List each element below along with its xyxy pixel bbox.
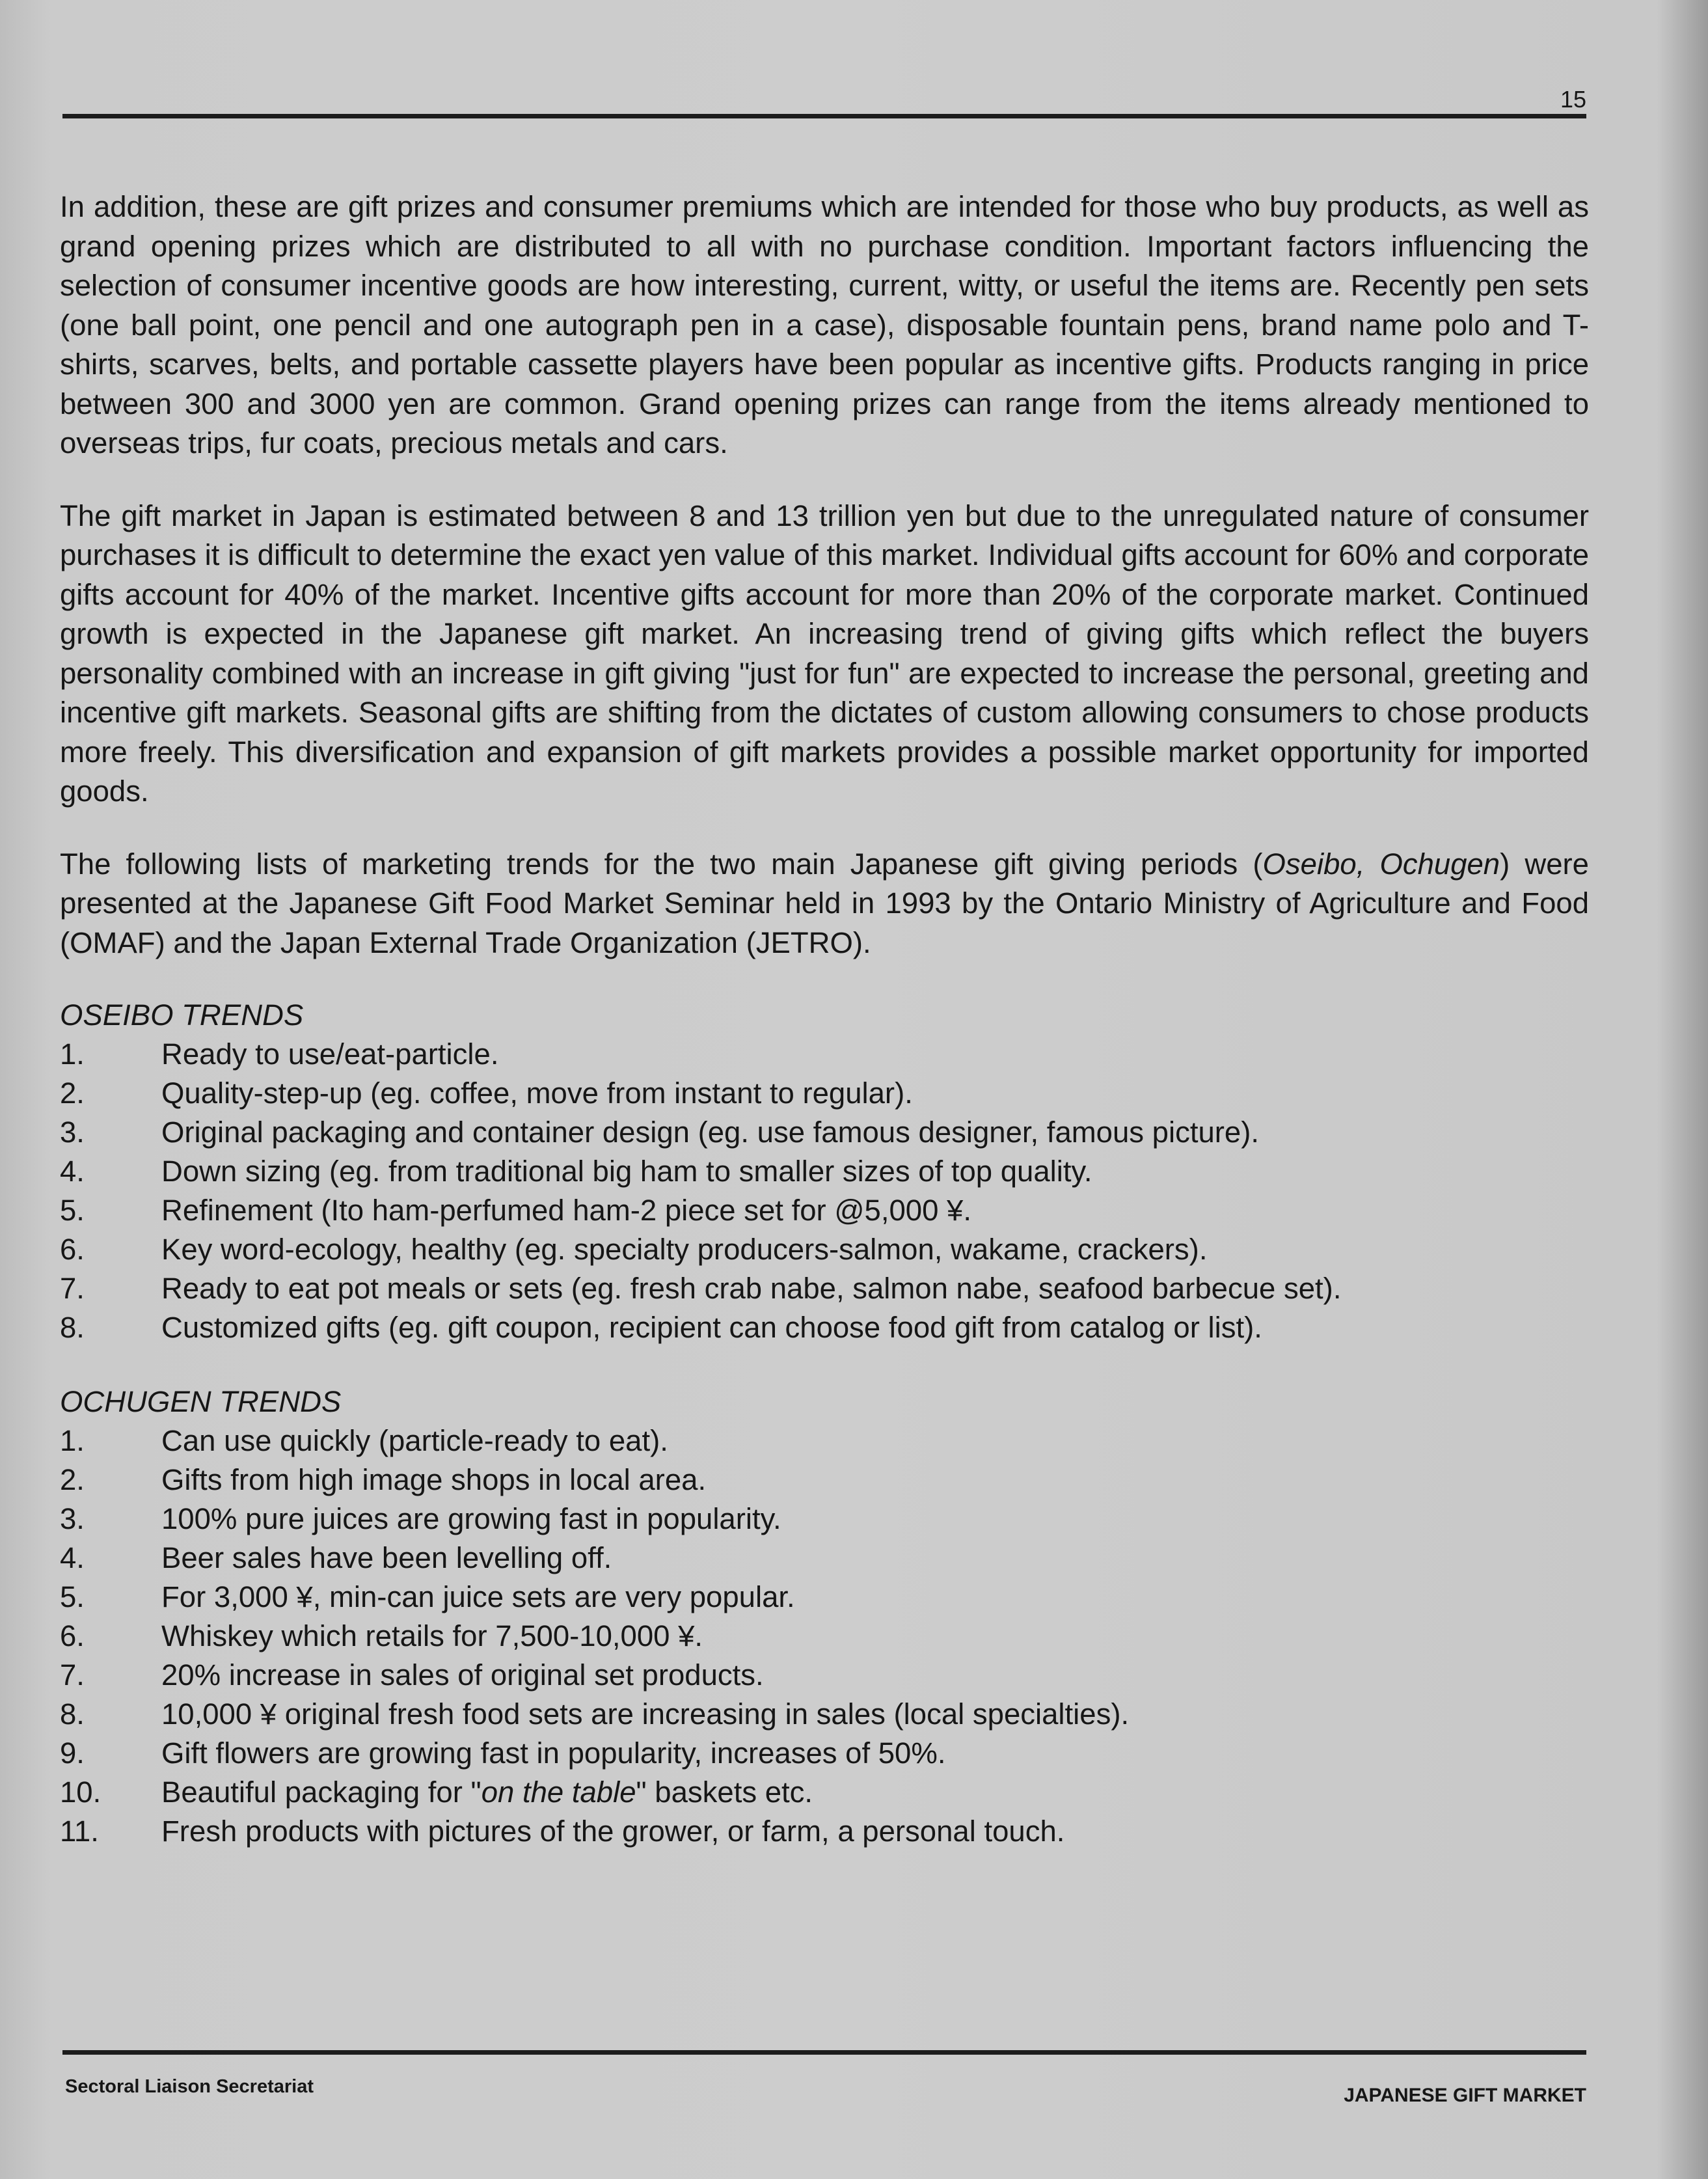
list-item — [60, 1074, 1589, 1113]
page-number: 15 — [1560, 86, 1586, 113]
list-item — [60, 1617, 1589, 1656]
list-item-text: Key word-ecology, healthy (eg. specialty producers-salmon, wakame, crackers). — [161, 1233, 1208, 1266]
footer-organization: Sectoral Liaison Secretariat — [65, 2076, 314, 2097]
list-item-number: 1. — [60, 1037, 85, 1071]
list-item — [60, 1308, 1589, 1347]
list-item — [60, 1539, 1589, 1578]
intro-text-italic: Oseibo, Ochugen — [1262, 847, 1500, 881]
list-item-text-italic: on the table — [481, 1775, 636, 1809]
footer-document-title: JAPANESE GIFT MARKET — [1344, 2085, 1586, 2106]
page-content — [60, 187, 1589, 1886]
list-item-text: Gift flowers are growing fast in popularity, increases of 50%. — [161, 1736, 946, 1770]
list-item-number: 3. — [60, 1116, 85, 1149]
list-item — [60, 1152, 1589, 1191]
list-item — [60, 1230, 1589, 1269]
list-item — [60, 1500, 1589, 1539]
paragraph-marketing-trends-intro — [60, 845, 1589, 963]
list-item-number: 3. — [60, 1502, 85, 1535]
list-item — [60, 1734, 1589, 1773]
list-item-text: Can use quickly (particle-ready to eat). — [161, 1424, 668, 1457]
list-item-number: 8. — [60, 1697, 85, 1731]
list-item-text: Ready to use/eat-particle. — [161, 1037, 499, 1071]
list-item-number: 10. — [60, 1775, 102, 1809]
list-item — [60, 1035, 1589, 1074]
list-item-text: 100% pure juices are growing fast in popularity. — [161, 1502, 781, 1535]
list-item-text: Beer sales have been levelling off. — [161, 1541, 612, 1574]
list-item-text: 10,000 ¥ original fresh food sets are increasing in sales (local specialties). — [161, 1697, 1130, 1731]
paragraph-gift-market: The gift market in Japan is estimated between 8 and 13 trillion yen but due to the unregulated nature of consumer purchases it is difficult to determine the exact yen value of this market. Individual gifts account for 60% and corporate gifts account for 40% of the market. Incentive gifts account for more than 20% of the corporate market. Continued growth is expected in the Japanese gift market. An increasing trend of giving gifts which reflect the buyers personality combined with an increase in gift giving "just for fun" are expected to increase the personal, greeting and incentive gift markets. Seasonal gifts are shifting from the dictates of custom allowing consumers to chose products more freely. This diversification and expansion of gift markets provides a possible market opportunity for imported goods. — [60, 499, 1589, 808]
list-item-number: 2. — [60, 1463, 85, 1496]
header-rule — [62, 114, 1586, 118]
list-item-number: 9. — [60, 1736, 85, 1770]
list-item — [60, 1113, 1589, 1152]
intro-text-before: The following lists of marketing trends for the two main Japanese gift giving periods ( — [60, 847, 1263, 881]
list-item-text: 20% increase in sales of original set products. — [161, 1658, 764, 1692]
list-item-number: 5. — [60, 1580, 85, 1613]
list-item-text: Refinement (Ito ham-perfumed ham-2 piece set for @5,000 ¥. — [161, 1194, 971, 1227]
list-item-number: 7. — [60, 1272, 85, 1305]
list-item-text: Customized gifts (eg. gift coupon, recipient can choose food gift from catalog or list). — [161, 1311, 1262, 1344]
list-item-text: Gifts from high image shops in local area. — [161, 1463, 707, 1496]
list-item-text: Quality-step-up (eg. coffee, move from instant to regular). — [161, 1076, 913, 1110]
list-item-number: 8. — [60, 1311, 85, 1344]
list-item-number: 5. — [60, 1194, 85, 1227]
list-item-text: Ready to eat pot meals or sets (eg. fresh crab nabe, salmon nabe, seafood barbecue set). — [161, 1272, 1342, 1305]
oseibo-heading: OSEIBO TRENDS — [60, 998, 304, 1032]
list-item-number: 4. — [60, 1541, 85, 1574]
list-item-text-before: Beautiful packaging for " — [161, 1775, 481, 1809]
list-item-text — [161, 1773, 813, 1812]
list-item-number: 6. — [60, 1619, 85, 1652]
list-item-text-after: " baskets etc. — [636, 1775, 813, 1809]
list-item — [60, 1421, 1589, 1460]
list-item — [60, 1812, 1589, 1851]
list-item-text: For 3,000 ¥, min-can juice sets are very popular. — [161, 1580, 795, 1613]
list-item-number: 1. — [60, 1424, 85, 1457]
intro-text-after: ) were presented at the Japanese Gift Food Market Seminar held in 1993 by the Ontario Ministry of Agriculture and Food (OMAF) and the Japan External Trade Organization (JETRO). — [60, 847, 1589, 959]
list-item-number: 4. — [60, 1155, 85, 1188]
footer-rule — [62, 2050, 1586, 2055]
list-item — [60, 1269, 1589, 1308]
list-item — [60, 1656, 1589, 1695]
list-item-number: 2. — [60, 1076, 85, 1110]
paragraph-incentive-gifts: In addition, these are gift prizes and consumer premiums which are intended for those who buy products, as well as grand opening prizes which are distributed to all with no purchase condition. Important factors influencing the selection of consumer incentive goods are how interesting, current, witty, or useful the items are. Recently pen sets (one ball point, one pencil and one autograph pen in a case), disposable fountain pens, brand name polo and T- shirts, scarves, belts, and portable cassette players have been popular as incentive gifts. Products ranging in price between 300 and 3000 yen are common. Grand opening prizes can range from the items already mentioned to overseas trips, fur coats, precious metals and cars. — [60, 190, 1589, 459]
list-item-text: Whiskey which retails for 7,500-10,000 ¥. — [161, 1619, 703, 1652]
list-item-text: Original packaging and container design (eg. use famous designer, famous picture). — [161, 1116, 1260, 1149]
list-item-text: Fresh products with pictures of the grower, or farm, a personal touch. — [161, 1815, 1065, 1848]
ochugen-trends-list — [60, 1421, 1589, 1851]
list-item-text: Down sizing (eg. from traditional big ham to smaller sizes of top quality. — [161, 1155, 1092, 1188]
list-item-number: 11. — [60, 1815, 99, 1848]
list-item — [60, 1460, 1589, 1500]
oseibo-trends-list — [60, 1035, 1589, 1347]
list-item — [60, 1773, 1589, 1812]
list-item — [60, 1191, 1589, 1230]
list-item — [60, 1695, 1589, 1734]
list-item-number: 6. — [60, 1233, 85, 1266]
ochugen-heading: OCHUGEN TRENDS — [60, 1385, 342, 1418]
list-item-number: 7. — [60, 1658, 85, 1692]
list-item — [60, 1578, 1589, 1617]
